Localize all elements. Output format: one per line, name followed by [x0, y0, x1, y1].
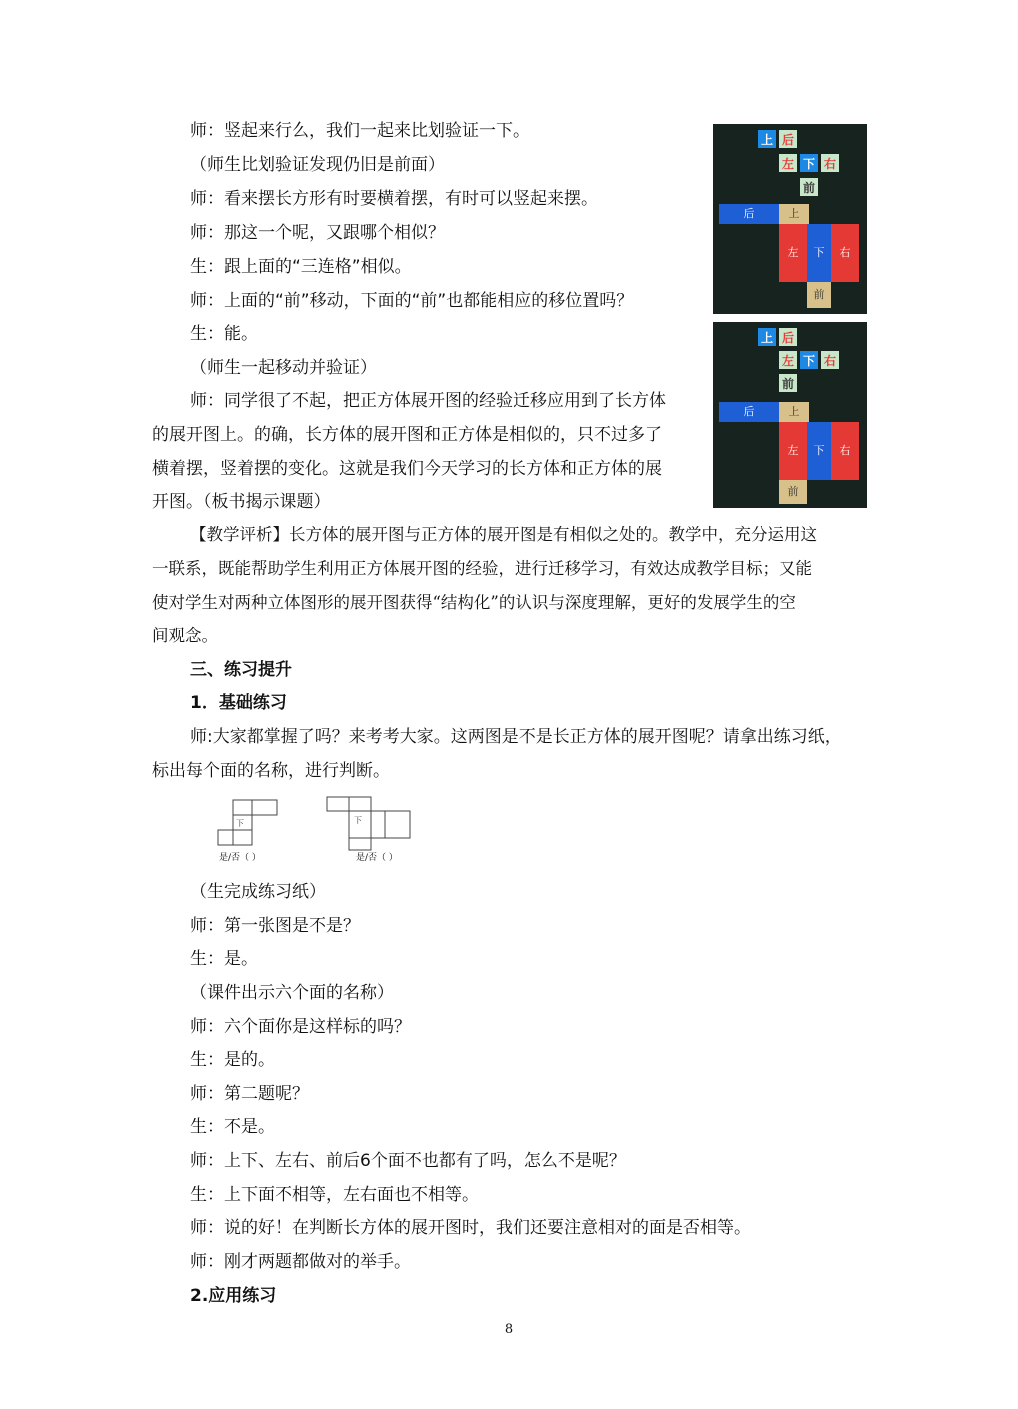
block-left-red: 左 [779, 224, 807, 282]
evaluation-line: 间观念。 [152, 626, 218, 645]
dialogue-line: 师：六个面你是这样标的吗？ [190, 1017, 411, 1037]
evaluation-line: 使对学生对两种立体图形的展开图获得“结构化”的认识与深度理解，更好的发展学生的空 [152, 593, 796, 612]
section-heading: 三、练习提升 [190, 660, 292, 680]
face-label: 下 [236, 819, 244, 828]
summary-line: 横着摆，竖着摆的变化。这就是我们今天学习的长方体和正方体的展 [152, 459, 662, 479]
dialogue-line: 师：竖起来行么，我们一起来比划验证一下。 [190, 121, 530, 141]
dialogue-line: 师：那这一个呢，又跟哪个相似？ [190, 223, 445, 243]
block-tan-top: 上 [779, 402, 809, 422]
exercise-caption-2: 是/否（ ） [356, 853, 398, 863]
tile-top: 上 [758, 130, 776, 148]
dialogue-line: 生：跟上面的“三连格”相似。 [190, 257, 412, 277]
tile-right: 右 [821, 154, 839, 172]
dialogue-line: 师：第一张图是不是？ [190, 916, 360, 936]
dialogue-line: 师：看来摆长方形有时要横着摆，有时可以竖起来摆。 [190, 189, 598, 209]
face-label: 下 [354, 816, 362, 825]
tile-top: 上 [758, 328, 776, 346]
dialogue-line: 师：第二题呢？ [190, 1084, 309, 1104]
dialogue-line: 师：上下、左右、前后6个面不也都有了吗，怎么不是呢？ [190, 1151, 626, 1171]
exercise-intro-line: 师:大家都掌握了吗？来考考大家。这两图是不是长正方体的展开图呢？请拿出练习纸， [190, 727, 842, 747]
dialogue-line: 生：是。 [190, 949, 258, 969]
block-left-red: 左 [779, 422, 807, 480]
tile-left: 左 [779, 154, 797, 172]
tile-bottom: 下 [800, 154, 818, 172]
block-tan-top: 上 [779, 204, 809, 224]
block-blue: 后 [719, 402, 779, 422]
tile-top-side: 后 [779, 328, 797, 346]
tile-left: 左 [779, 351, 797, 369]
tile-top-side: 后 [779, 130, 797, 148]
dialogue-line: 生：上下面不相等，左右面也不相等。 [190, 1185, 479, 1205]
dialogue-line: 生：能。 [190, 324, 258, 344]
evaluation-line: 一联系，既能帮助学生利用正方体展开图的经验，进行迁移学习，有效达成教学目标；又能 [152, 559, 812, 578]
dialogue-line: 师：刚才两题都做对的举手。 [190, 1252, 411, 1272]
dialogue-line: （课件出示六个面的名称） [190, 983, 394, 1003]
dialogue-line: （师生比划验证发现仍旧是前面） [190, 155, 445, 175]
tile-bottom: 下 [800, 351, 818, 369]
tile-front: 前 [779, 374, 797, 392]
block-blue: 后 [719, 204, 779, 224]
block-tan-bottom: 前 [807, 282, 831, 308]
dialogue-line: 生：是的。 [190, 1050, 275, 1070]
exercise-net-1 [216, 797, 286, 849]
block-mid-blue: 下 [807, 224, 831, 282]
exercise-intro-line: 标出每个面的名称，进行判断。 [152, 761, 390, 781]
evaluation-line: 【教学评析】长方体的展开图与正方体的展开图是有相似之处的。教学中，充分运用这 [190, 525, 817, 544]
page-number: 8 [504, 1322, 514, 1337]
blackboard-photo-2 [713, 322, 867, 508]
dialogue-line: （生完成练习纸） [190, 882, 326, 902]
block-right-red: 右 [831, 224, 859, 282]
summary-line: 开图。（板书揭示课题） [152, 492, 331, 512]
tile-right: 右 [821, 351, 839, 369]
block-tan-bottom: 前 [779, 480, 807, 504]
dialogue-line: 师：说的好！在判断长方体的展开图时，我们还要注意相对的面是否相等。 [190, 1218, 751, 1238]
dialogue-line: （师生一起移动并验证） [190, 358, 377, 378]
blackboard-photo-1 [713, 124, 867, 314]
dialogue-line: 师：上面的“前”移动，下面的“前”也都能相应的移位置吗？ [190, 291, 634, 311]
subheading-basic-practice: 1．基础练习 [190, 693, 287, 713]
subheading-applied-practice: 2.应用练习 [190, 1286, 277, 1306]
exercise-net-2 [325, 794, 415, 852]
summary-line: 师：同学很了不起，把正方体展开图的经验迁移应用到了长方体 [190, 391, 666, 411]
block-mid-blue: 下 [807, 422, 831, 480]
exercise-caption-1: 是/否（ ） [219, 853, 261, 863]
summary-line: 的展开图上。的确，长方体的展开图和正方体是相似的，只不过多了 [152, 425, 662, 445]
tile-front: 前 [800, 178, 818, 196]
dialogue-line: 生：不是。 [190, 1117, 275, 1137]
block-right-red: 右 [831, 422, 859, 480]
